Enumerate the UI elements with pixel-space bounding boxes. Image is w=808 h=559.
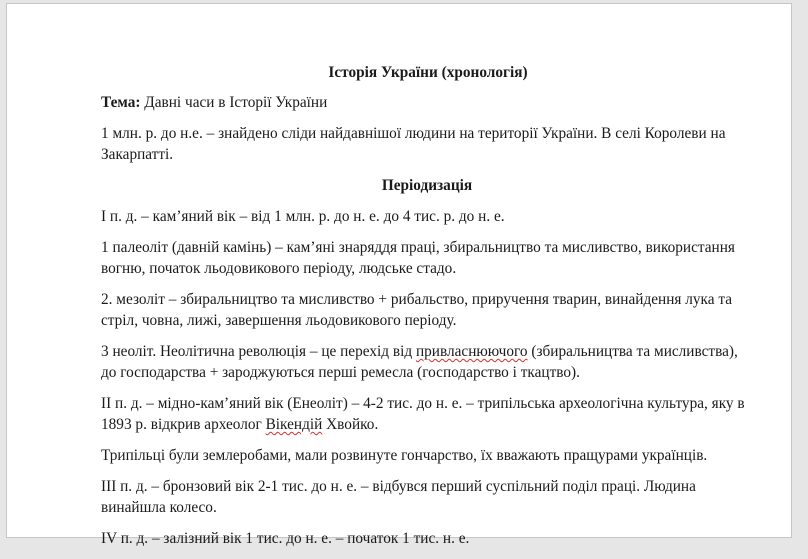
document-title: Історія України (хронологія): [328, 64, 528, 81]
paragraph-bronze-age: III п. д. – бронзовий вік 2-1 тис. до н. е. – відбувся перший суспільний поділ праці. Людина винайшла колесо.: [101, 478, 696, 516]
spellcheck-word-vikendii[interactable]: Вікендій: [265, 416, 323, 433]
section-heading-periodization: Періодизація: [381, 177, 473, 194]
eneolithic-text-after: Хвойко.: [322, 416, 379, 433]
eneolithic-text-before: II п. д. – мідно-кам’яний вік (Енеоліт) – 4-2 тис. до н. е. – трипільська археологічна культура, яку в 1893 р. відкрив археолог: [101, 395, 745, 433]
document-body[interactable]: [101, 62, 751, 559]
neolithic-text-after: (збиральництва та мисливства), до господарства + зароджуються перші ремесла (господарство і ткацтво).: [101, 343, 738, 381]
paragraph-stone-age: I п. д. – кам’яний вік – від 1 млн. р. до н. е. до 4 тис. р. до н. е.: [101, 208, 505, 225]
topic-value: Давні часи в Історії України: [140, 94, 328, 111]
paragraph-mesolithic: 2. мезоліт – збиральництво та мисливство + рибальство, приручення тварин, винайдення лука та стріл, човна, лижі, завершення льодовикового періоду.: [101, 291, 733, 329]
spellcheck-word-privlasniuiuchoho[interactable]: привласнюючого: [415, 343, 528, 360]
paragraph-paleolithic: 1 палеоліт (давній камінь) – кам’яні знаряддя праці, збиральництво та мисливство, використання вогню, початок льодовикового періоду, людське стадо.: [101, 239, 735, 277]
topic-line: [101, 92, 751, 113]
paragraph-iron-age: IV п. д. – залізний вік 1 тис. до н. е. – початок 1 тис. н. е.: [101, 530, 470, 547]
neolithic-text-before: 3 неоліт. Неолітична революція – це перехід від: [101, 343, 416, 360]
topic-label: Тема:: [101, 94, 141, 111]
paragraph-neolithic: [101, 341, 751, 383]
paragraph-trypillians: Трипільці були землеробами, мали розвинуте гончарство, їх вважають пращурами українців.: [101, 447, 708, 464]
document-page[interactable]: [6, 3, 792, 547]
paragraph-eneolithic: [101, 393, 751, 435]
intro-paragraph: 1 млн. р. до н.е. – знайдено сліди найдавнішої людини на території України. В селі Королеви на Закарпатті.: [101, 125, 726, 163]
